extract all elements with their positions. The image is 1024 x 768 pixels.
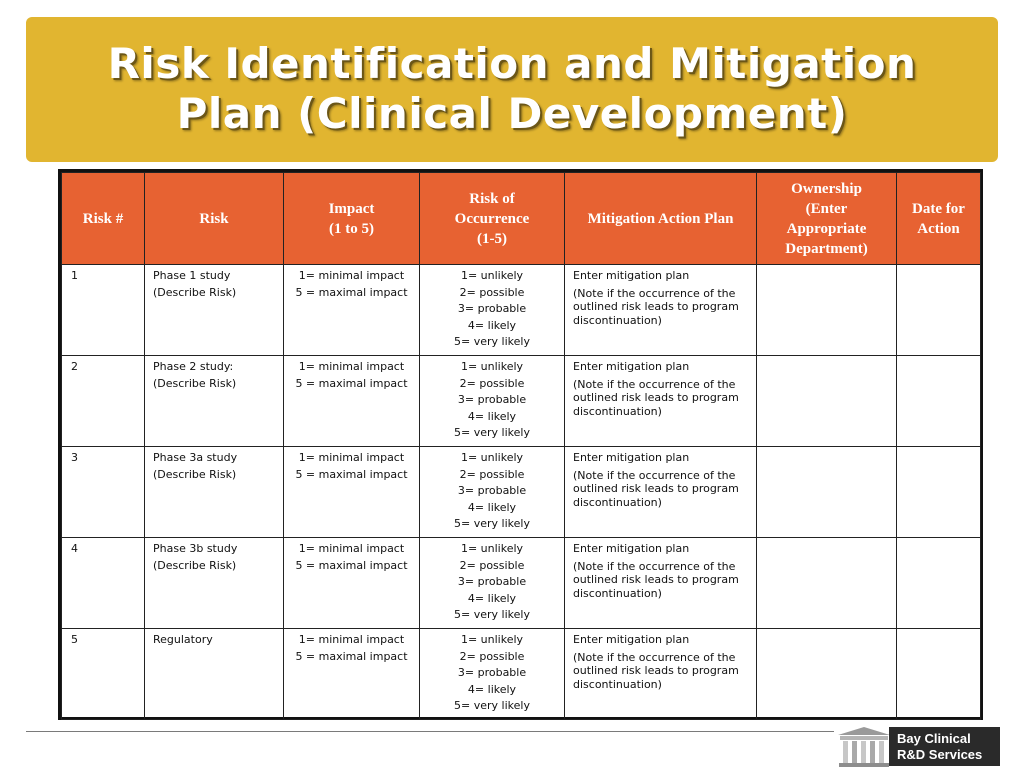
occurrence-text: 5= very likely	[454, 699, 530, 712]
risk-text: Phase 1 study	[153, 269, 231, 282]
cell-occurrence	[420, 538, 565, 629]
mitigation-note: (Note if the occurrence of the outlined risk leads to program discontinuation)	[573, 286, 739, 327]
occurrence-text: 1= unlikely	[460, 451, 524, 464]
impact-text: 5 = maximal impact	[295, 376, 408, 390]
cell-ownership[interactable]	[757, 538, 897, 629]
occurrence-text: 3= probable	[457, 484, 527, 497]
cell-risk-num	[62, 447, 145, 538]
cell-risk	[145, 356, 284, 447]
occurrence-text: 4= likely	[467, 591, 517, 605]
cell-date[interactable]	[897, 538, 981, 629]
logo-line-2: R&D Services	[897, 747, 983, 762]
header-risk-num: Risk #	[62, 173, 145, 265]
header-impact: Impact (1 to 5)	[284, 173, 420, 265]
cell-occurrence	[420, 629, 565, 720]
occurrence-text: 4= likely	[467, 318, 517, 332]
cell-impact	[284, 447, 420, 538]
impact-text: 5 = maximal impact	[295, 467, 408, 481]
cell-risk-num	[62, 356, 145, 447]
impact-text: 1= minimal impact	[298, 360, 405, 373]
occurrence-text: 4= likely	[467, 500, 517, 514]
risk-num-text: 4	[71, 542, 78, 555]
occurrence-text: 2= possible	[459, 376, 525, 390]
cell-mitigation	[565, 447, 757, 538]
mitigation-title: Enter mitigation plan	[573, 360, 690, 373]
risk-text: (Describe Risk)	[153, 376, 237, 390]
header-mitigation: Mitigation Action Plan	[565, 173, 757, 265]
cell-impact	[284, 265, 420, 356]
cell-occurrence	[420, 447, 565, 538]
logo-text	[889, 727, 1000, 766]
impact-text: 1= minimal impact	[298, 633, 405, 646]
occurrence-text: 5= very likely	[454, 517, 530, 530]
ownership-text	[757, 356, 896, 359]
ownership-text	[757, 629, 896, 632]
cell-impact	[284, 356, 420, 447]
cell-risk	[145, 538, 284, 629]
cell-mitigation	[565, 629, 757, 720]
cell-risk-num	[62, 265, 145, 356]
impact-text: 1= minimal impact	[298, 269, 405, 282]
building-columns-icon	[836, 725, 892, 768]
mitigation-title: Enter mitigation plan	[573, 542, 690, 555]
cell-occurrence	[420, 356, 565, 447]
occurrence-text: 3= probable	[457, 666, 527, 679]
risk-text: Regulatory	[153, 633, 213, 646]
cell-risk	[145, 629, 284, 720]
cell-risk-num	[62, 538, 145, 629]
cell-impact	[284, 538, 420, 629]
footer-divider	[26, 731, 834, 732]
date-text	[897, 265, 980, 268]
impact-text: 5 = maximal impact	[295, 558, 408, 572]
title-banner	[26, 17, 998, 162]
occurrence-text: 1= unlikely	[460, 269, 524, 282]
risk-num-text: 5	[71, 633, 78, 646]
risk-text: (Describe Risk)	[153, 467, 237, 481]
table-row	[62, 265, 981, 356]
occurrence-text: 3= probable	[457, 302, 527, 315]
occurrence-text: 1= unlikely	[460, 542, 524, 555]
mitigation-note: (Note if the occurrence of the outlined risk leads to program discontinuation)	[573, 650, 739, 691]
ownership-text	[757, 265, 896, 268]
occurrence-text: 3= probable	[457, 393, 527, 406]
occurrence-text: 4= likely	[467, 409, 517, 423]
risk-text: Phase 2 study:	[153, 360, 234, 373]
mitigation-title: Enter mitigation plan	[573, 633, 690, 646]
cell-risk	[145, 265, 284, 356]
cell-date[interactable]	[897, 447, 981, 538]
risk-text: Phase 3b study	[153, 542, 238, 555]
impact-text: 5 = maximal impact	[295, 649, 408, 663]
cell-ownership[interactable]	[757, 265, 897, 356]
occurrence-text: 1= unlikely	[460, 360, 524, 373]
ownership-text	[757, 447, 896, 450]
header-risk: Risk	[145, 173, 284, 265]
cell-ownership[interactable]	[757, 629, 897, 720]
page-title-line-2: Plan (Clinical Development)	[176, 89, 848, 138]
table-body	[62, 265, 981, 720]
occurrence-text: 2= possible	[459, 558, 525, 572]
occurrence-text: 1= unlikely	[460, 633, 524, 646]
risk-text: Phase 3a study	[153, 451, 238, 464]
risk-num-text: 2	[71, 360, 78, 373]
mitigation-note: (Note if the occurrence of the outlined risk leads to program discontinuation)	[573, 559, 739, 600]
company-logo	[836, 725, 1004, 768]
occurrence-text: 2= possible	[459, 467, 525, 481]
date-text	[897, 538, 980, 541]
cell-date[interactable]	[897, 356, 981, 447]
date-text	[897, 356, 980, 359]
date-text	[897, 629, 980, 632]
ownership-text	[757, 538, 896, 541]
occurrence-text: 5= very likely	[454, 335, 530, 348]
date-text	[897, 447, 980, 450]
cell-ownership[interactable]	[757, 356, 897, 447]
cell-impact	[284, 629, 420, 720]
table-row	[62, 629, 981, 720]
impact-text: 1= minimal impact	[298, 542, 405, 555]
cell-ownership[interactable]	[757, 447, 897, 538]
header-occurrence: Risk of Occurrence (1-5)	[420, 173, 565, 265]
occurrence-text: 5= very likely	[454, 608, 530, 621]
risk-num-text: 3	[71, 451, 78, 464]
cell-mitigation	[565, 356, 757, 447]
cell-occurrence	[420, 265, 565, 356]
table-row	[62, 538, 981, 629]
page-title	[26, 39, 998, 139]
header-date: Date for Action	[897, 173, 981, 265]
cell-mitigation	[565, 538, 757, 629]
occurrence-text: 3= probable	[457, 575, 527, 588]
cell-risk	[145, 447, 284, 538]
mitigation-note: (Note if the occurrence of the outlined risk leads to program discontinuation)	[573, 377, 739, 418]
table-row	[62, 447, 981, 538]
table-row	[62, 356, 981, 447]
occurrence-text: 5= very likely	[454, 426, 530, 439]
risk-num-text: 1	[71, 269, 78, 282]
page-title-line-1: Risk Identification and Mitigation	[107, 39, 917, 88]
header-ownership: Ownership (Enter Appropriate Department)	[757, 173, 897, 265]
impact-text: 5 = maximal impact	[295, 285, 408, 299]
risk-text: (Describe Risk)	[153, 558, 237, 572]
occurrence-text: 2= possible	[459, 649, 525, 663]
cell-risk-num	[62, 629, 145, 720]
occurrence-text: 4= likely	[467, 682, 517, 696]
mitigation-title: Enter mitigation plan	[573, 269, 690, 282]
table-header-row	[62, 173, 981, 265]
logo-line-1: Bay Clinical	[897, 731, 971, 746]
mitigation-title: Enter mitigation plan	[573, 451, 690, 464]
risk-text: (Describe Risk)	[153, 285, 237, 299]
cell-date[interactable]	[897, 629, 981, 720]
cell-mitigation	[565, 265, 757, 356]
risk-table	[61, 172, 981, 720]
mitigation-note: (Note if the occurrence of the outlined risk leads to program discontinuation)	[573, 468, 739, 509]
impact-text: 1= minimal impact	[298, 451, 405, 464]
cell-date[interactable]	[897, 265, 981, 356]
occurrence-text: 2= possible	[459, 285, 525, 299]
risk-table-container	[58, 169, 983, 720]
